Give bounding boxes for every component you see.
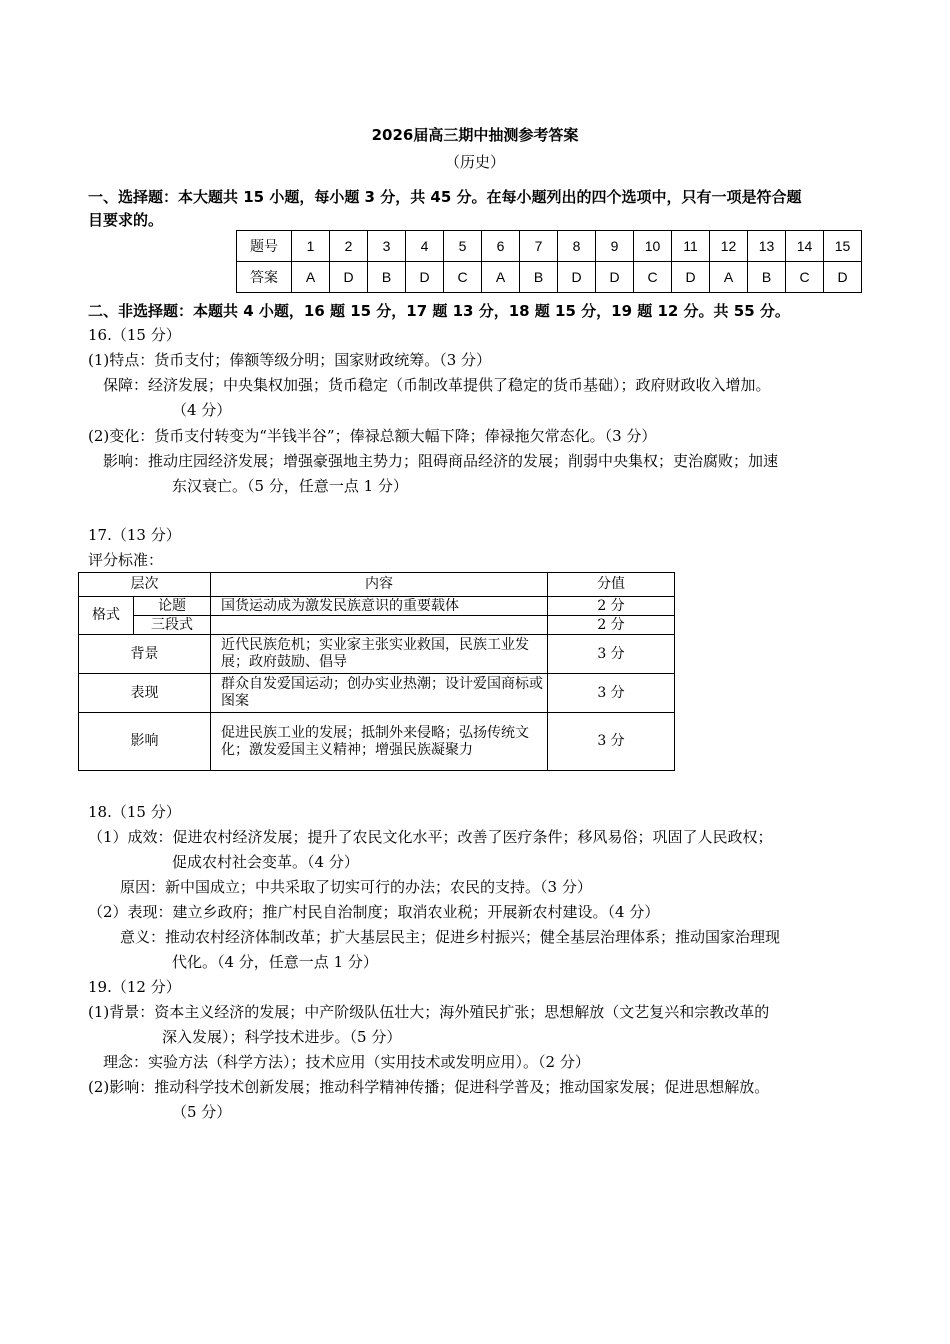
rubric-score: 3 分 — [548, 713, 675, 771]
q16-line: (2)变化：货币支付转变为“半钱半谷”；俸禄总额大幅下降；俸禄拖欠常态化。（3 分） — [88, 427, 657, 445]
section2-heading: 二、非选择题：本题共 4 小题，16 题 15 分，17 题 13 分，18 题 15 分，19 题 12 分。共 55 分。 — [88, 302, 790, 320]
question-number: 14 — [786, 231, 824, 262]
q16-line: 影响：推动庄园经济发展；增强豪强地主势力；阻碍商品经济的发展；削弱中央集权；吏治腐败；加速 — [103, 452, 779, 470]
answer-cell: D — [558, 262, 596, 293]
answer-cell: D — [596, 262, 634, 293]
answer-cell: B — [748, 262, 786, 293]
rubric-content: 促进民族工业的发展；抵制外来侵略；弘扬传统文化；激发爱国主义精神；增强民族凝聚力 — [211, 713, 548, 771]
rubric-col-content: 内容 — [211, 573, 548, 597]
q18-line: （2）表现：建立乡政府；推广村民自治制度；取消农业税；开展新农村建设。（4 分） — [88, 903, 660, 921]
q16-line: 保障：经济发展；中央集权加强；货币稳定（币制改革提供了稳定的货币基础）；政府财政收入增加。 — [103, 376, 771, 394]
rubric-sub-level: 论题 — [134, 597, 211, 616]
rubric-content: 国货运动成为激发民族意识的重要载体 — [211, 597, 548, 616]
answer-cell: A — [292, 262, 330, 293]
question-number: 6 — [482, 231, 520, 262]
answer-row — [237, 262, 862, 293]
q18-line: 原因：新中国成立；中共采取了切实可行的办法；农民的支持。（3 分） — [120, 878, 592, 896]
rubric-content — [211, 616, 548, 635]
question-number: 13 — [748, 231, 786, 262]
answer-cell: D — [672, 262, 710, 293]
q16-line: (1)特点：货币支付；俸额等级分明；国家财政统筹。（3 分） — [88, 351, 492, 369]
q19-line: 理念：实验方法（科学方法）；技术应用（实用技术或发明应用）。（2 分） — [103, 1053, 590, 1071]
rubric-content: 群众自发爱国运动；创办实业热潮；设计爱国商标或图案 — [211, 674, 548, 713]
table-row — [79, 616, 675, 635]
question-number: 7 — [520, 231, 558, 262]
question-number: 11 — [672, 231, 710, 262]
question-number: 5 — [444, 231, 482, 262]
rubric-table — [78, 572, 675, 771]
answer-cell: D — [406, 262, 444, 293]
q19-line: (2)影响：推动科学技术创新发展；推动科学精神传播；促进科学普及；推动国家发展；促进思想解放。 — [88, 1078, 770, 1096]
question-number: 4 — [406, 231, 444, 262]
table-row — [79, 597, 675, 616]
q19-line: (1)背景：资本主义经济的发展；中产阶级队伍壮大；海外殖民扩张；思想解放（文艺复兴和宗教改革的 — [88, 1003, 770, 1021]
answer-cell: A — [710, 262, 748, 293]
answer-cell: B — [368, 262, 406, 293]
answer-cell: D — [824, 262, 862, 293]
q16-line: （4 分） — [172, 401, 232, 419]
rubric-level: 背景 — [79, 635, 211, 674]
question-number: 3 — [368, 231, 406, 262]
table-row — [79, 635, 675, 674]
rubric-level: 表现 — [79, 674, 211, 713]
section1-heading-cont: 目要求的。 — [88, 211, 164, 229]
rubric-sub-level: 三段式 — [134, 616, 211, 635]
rubric-score: 3 分 — [548, 674, 675, 713]
q17-header: 17.（13 分） — [88, 526, 181, 544]
q18-line: 代化。（4 分，任意一点 1 分） — [172, 953, 378, 971]
question-number: 2 — [330, 231, 368, 262]
table-row — [79, 573, 675, 597]
answer-table — [236, 230, 862, 293]
question-number: 1 — [292, 231, 330, 262]
section1-heading: 一、选择题：本大题共 15 小题，每小题 3 分，共 45 分。在每小题列出的四个选项中，只有一项是符合题 — [88, 188, 802, 206]
document-subject: （历史） — [444, 153, 505, 171]
rubric-col-level: 层次 — [79, 573, 211, 597]
table-row — [79, 674, 675, 713]
q16-line: 东汉衰亡。（5 分，任意一点 1 分） — [172, 477, 408, 495]
rubric-score: 2 分 — [548, 616, 675, 635]
answer-cell: C — [634, 262, 672, 293]
q18-line: （1）成效：促进农村经济发展；提升了农民文化水平；改善了医疗条件；移风易俗；巩固了人民政权； — [88, 828, 773, 846]
q19-line: （5 分） — [172, 1103, 232, 1121]
q18-line: 意义：推动农村经济体制改革；扩大基层民主；促进乡村振兴；健全基层治理体系；推动国家治理现 — [120, 928, 781, 946]
answer-cell: C — [444, 262, 482, 293]
q18-line: 促成农村社会变革。（4 分） — [172, 853, 359, 871]
q16-header: 16.（15 分） — [88, 326, 181, 344]
rubric-format-label: 格式 — [79, 597, 134, 635]
table-row — [79, 713, 675, 771]
question-number: 8 — [558, 231, 596, 262]
question-number: 12 — [710, 231, 748, 262]
question-number: 10 — [634, 231, 672, 262]
row-label-answer: 答案 — [237, 262, 292, 293]
rubric-level: 影响 — [79, 713, 211, 771]
question-number-row — [237, 231, 862, 262]
document-title: 2026届高三期中抽测参考答案 — [371, 126, 579, 144]
q19-header: 19.（12 分） — [88, 978, 181, 996]
question-number: 15 — [824, 231, 862, 262]
q17-criteria-label: 评分标准： — [88, 551, 164, 569]
rubric-score: 3 分 — [548, 635, 675, 674]
rubric-score: 2 分 — [548, 597, 675, 616]
answer-cell: D — [330, 262, 368, 293]
answer-cell: A — [482, 262, 520, 293]
q19-line: 深入发展）；科学技术进步。（5 分） — [162, 1028, 402, 1046]
rubric-col-score: 分值 — [548, 573, 675, 597]
answer-cell: B — [520, 262, 558, 293]
question-number: 9 — [596, 231, 634, 262]
rubric-content: 近代民族危机；实业家主张实业救国，民族工业发展；政府鼓励、倡导 — [211, 635, 548, 674]
row-label-question: 题号 — [237, 231, 292, 262]
answer-cell: C — [786, 262, 824, 293]
q18-header: 18.（15 分） — [88, 803, 181, 821]
